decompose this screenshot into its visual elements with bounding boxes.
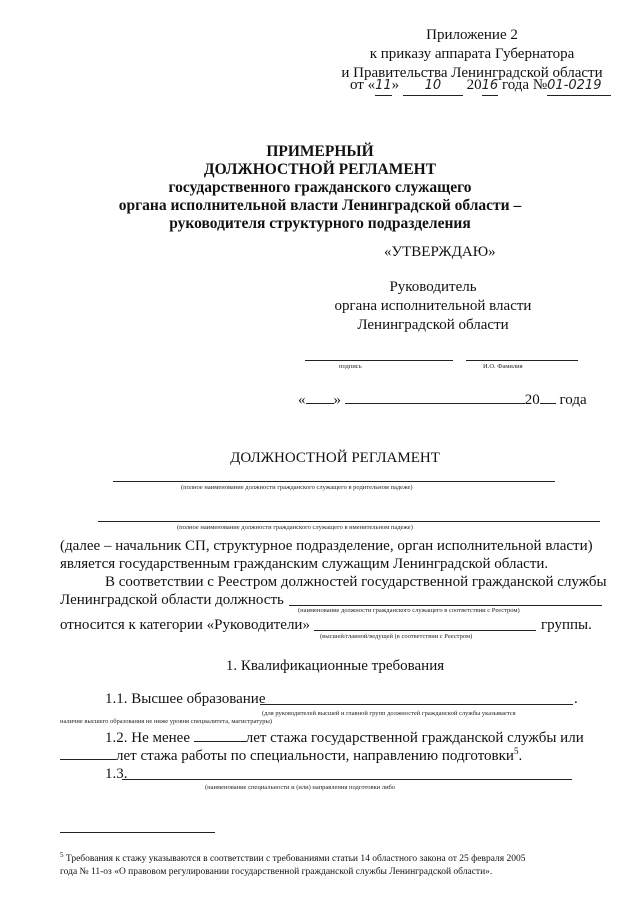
specialty-years-blank [60,759,116,760]
specialty-line [122,779,572,780]
footnote-ref: 5 [513,746,519,756]
item-1-2-lead: 1.2. Не менее [105,730,190,746]
item-1-1: 1.1. Высшее образование [105,691,266,707]
approve-year-prefix: 20 [524,392,540,408]
date-year-word: года № [501,77,548,93]
title-line-5: руководителя структурного подразделения [169,215,471,232]
education-line [260,704,573,705]
item-1-1-tail: . [574,691,578,707]
approve-line-3: Ленинградской области [357,317,509,333]
appendix-header [322,26,622,83]
position-nominative-caption: (полное наименование должности гражданского служащего в именительном падеже) [177,524,413,531]
date-quote-close: » [391,77,400,93]
title-line-1: ПРИМЕРНЫЙ [266,143,374,160]
appendix-date-line [350,76,611,96]
paragraph-registry: В соответствии с Реестром должностей государственной гражданской службы [105,574,607,590]
approve-date-open: « [298,392,306,408]
footnote [60,850,526,879]
paragraph-category-tail: группы. [541,617,592,633]
regulation-heading: ДОЛЖНОСТНОЙ РЕГЛАМЕНТ [230,450,440,466]
name-caption: И.О. Фамилия [483,363,523,370]
registry-position-line [289,605,602,606]
signature-caption: подпись [339,363,362,370]
document-title [80,143,560,233]
title-line-2: ДОЛЖНОСТНОЙ РЕГЛАМЕНТ [203,161,437,178]
paragraph-category: относится к категории «Руководители» [60,617,310,633]
approve-line-1: Руководитель [389,279,477,295]
footnote-text-1: Требования к стажу указываются в соответствии с требованиями статьи 14 областного закона от 25 февраля 2005 [65,854,526,864]
order-number: 01-0219 [547,76,611,96]
footnote-line-1 [60,850,526,866]
approve-day-blank [306,403,334,404]
date-day: 11 [375,76,392,96]
approve-signatory [318,278,548,335]
paragraph-abbreviations: (далее – начальник СП, структурное подразделение, орган исполнительной власти) [60,538,593,554]
item-1-2-middle: лет стажа государственной гражданской службы или [245,730,584,746]
appendix-title: Приложение 2 [426,27,518,43]
approve-word: «УТВЕРЖДАЮ» [384,244,496,260]
signature-line [305,360,453,361]
title-line-3: государственного гражданского служащего [168,179,472,196]
item-1-3: 1.3. [105,766,128,782]
item-1-2-tail: лет стажа работы по специальности, направлению подготовки [116,748,514,764]
date-year-suffix: 16 [482,76,499,96]
appendix-order-line: к приказу аппарата Губернатора [369,46,575,62]
approve-month-blank [345,403,525,404]
group-caption: (высшей/главной/ведущей (в соответствии с Реестром) [320,633,473,640]
item-1-2 [105,729,584,748]
approve-date-mid: » [333,392,341,408]
title-line-4: органа исполнительной власти Ленинградской области – [118,197,522,214]
position-genitive-line [113,481,555,482]
position-nominative-line [98,521,600,522]
footnote-text-2: года № 11-оз «О правовом регулировании государственной гражданской службы Ленинградской области». [60,867,493,877]
civil-service-years-blank [194,741,246,742]
approve-line-2: органа исполнительной власти [334,298,532,314]
specialty-caption: (наименование специальности и (или) направления подготовки либо [205,784,396,791]
paragraph-status: является государственным гражданским служащим Ленинградской области. [60,556,549,572]
date-month: 10 [403,76,463,96]
item-1-2-end: . [518,748,523,764]
section-1-heading: 1. Квалификационные требования [225,658,445,674]
name-line [466,360,578,361]
position-genitive-caption: (полное наименование должности гражданского служащего в родительном падеже) [181,484,413,491]
group-line [314,630,536,631]
footnote-mark: 5 [60,850,64,859]
approve-year-word: года [559,392,587,408]
footnote-separator [60,832,215,833]
date-from-label: от « [350,77,376,93]
education-caption-2: наличие высшего образования не ниже уровня специалитета, магистратуры) [60,718,272,725]
approve-date-line [298,391,587,410]
paragraph-registry-position: Ленинградской области должность [60,592,284,608]
appendix-government-line: и Правительства Ленинградской области [341,65,603,81]
registry-position-caption: (наименование должности гражданского служащего в соответствии с Реестром) [298,607,520,614]
approve-year-blank [540,403,556,404]
education-caption-1: (для руководителей высшей и главной групп должностей гражданской службы указывается [262,710,516,717]
item-1-2-continued [60,747,522,766]
date-year-prefix: 20 [466,77,482,93]
